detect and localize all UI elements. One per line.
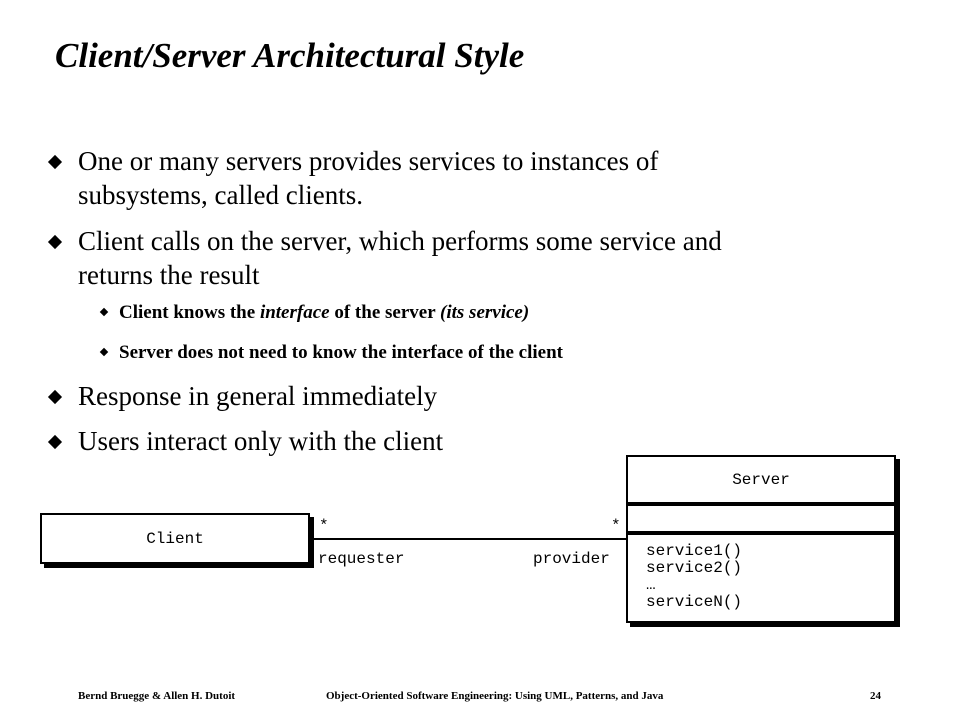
server-class-name: Server: [732, 470, 790, 489]
slide-title: Client/Server Architectural Style: [55, 36, 525, 75]
client-multiplicity: *: [319, 517, 329, 535]
diamond-bullet-icon: [48, 435, 62, 449]
operation-ellipsis: …: [646, 576, 656, 594]
footer-authors: Bernd Bruegge & Allen H. Dutoit: [78, 690, 236, 702]
bullet-3-line-1: Response in general immediately: [78, 381, 438, 411]
client-class-box: [40, 513, 310, 564]
operation-1: service1(): [646, 542, 743, 560]
sub-bullet-1: [119, 302, 529, 324]
diamond-bullet-icon: [48, 390, 62, 404]
server-operations-box: [626, 533, 896, 623]
sub-bullet-1-text-a: Client knows the: [119, 302, 260, 323]
server-role-label: provider: [533, 550, 610, 568]
bullet-1: [78, 144, 658, 212]
small-diamond-bullet-icon: [100, 348, 108, 356]
sub-bullet-1-emphasis-b: (its service): [440, 302, 530, 323]
bullet-1-line-1: One or many servers provides services to instances of: [78, 146, 659, 176]
bullet-3: [78, 379, 437, 413]
diamond-bullet-icon: [48, 155, 62, 169]
small-diamond-bullet-icon: [100, 308, 108, 316]
footer-book-title: Object-Oriented Software Engineering: Using UML, Patterns, and Java: [326, 690, 664, 702]
sub-bullet-2-text: Server does not need to know the interface of the client: [119, 342, 563, 363]
client-class-name: Client: [146, 529, 204, 548]
bullet-4-line-1: Users interact only with the client: [78, 426, 444, 456]
operation-2: service2(): [646, 559, 743, 577]
bullet-4: [78, 424, 443, 458]
association-line: [312, 538, 627, 540]
server-class-name-box: [626, 455, 896, 504]
footer-page-number: 24: [870, 690, 881, 702]
sub-bullet-2: [119, 342, 563, 364]
bullet-1-line-2: subsystems, called clients.: [78, 180, 363, 210]
sub-bullet-1-text-b: of the server: [329, 302, 441, 323]
sub-bullet-1-emphasis-a: interface: [259, 302, 330, 323]
bullet-2: [78, 224, 722, 292]
bullet-2-line-1: Client calls on the server, which performs some service and: [78, 226, 722, 256]
server-multiplicity: *: [611, 517, 621, 535]
server-attributes-box: [626, 504, 896, 533]
bullet-2-line-2: returns the result: [78, 260, 260, 290]
client-role-label: requester: [318, 550, 405, 568]
operation-n: serviceN(): [646, 593, 743, 611]
diamond-bullet-icon: [48, 235, 62, 249]
